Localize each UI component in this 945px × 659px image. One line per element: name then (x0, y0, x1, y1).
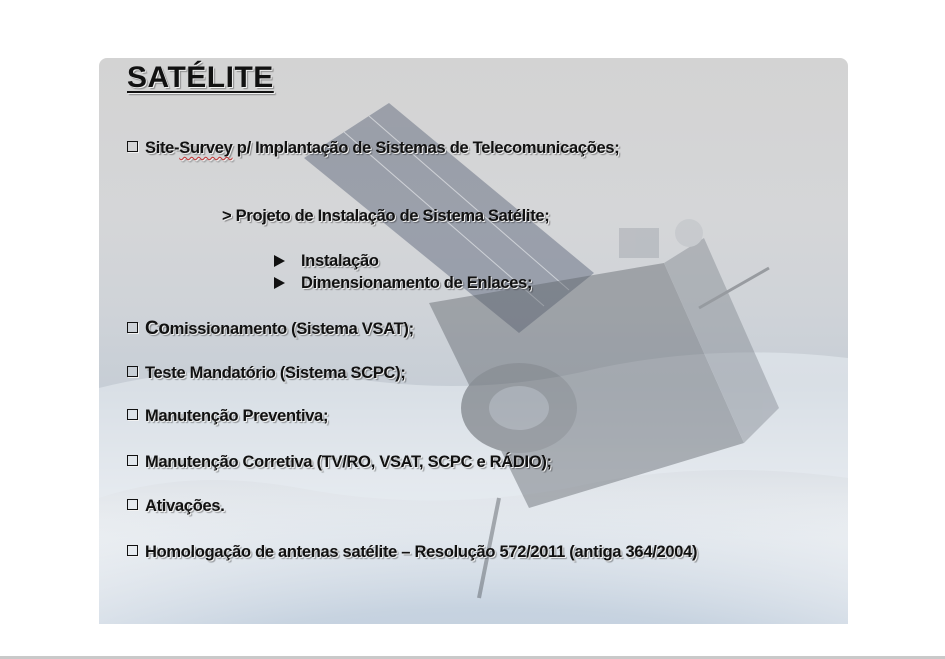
list-item-preventiva (127, 407, 328, 426)
list-item-comissionamento (127, 318, 414, 340)
checkbox-icon (127, 366, 138, 377)
list-item-ativacoes (127, 497, 225, 516)
checkbox-icon (127, 409, 138, 420)
list-item-text: Homologação de antenas satélite – Resolução 572/2011 (antiga 364/2004) (145, 543, 698, 561)
spellcheck-word: Survey (179, 139, 233, 157)
list-item-text: Teste Mandatório (Sistema SCPC); (145, 364, 406, 382)
list-item-text: Dimensionamento de Enlaces; (301, 274, 533, 292)
checkbox-icon (127, 455, 138, 466)
list-subsubitem-instalacao (274, 252, 379, 271)
list-item-text: Manutenção Corretiva (TV/RO, VSAT, SCPC e RÁDIO); (145, 453, 552, 471)
checkbox-icon (127, 322, 138, 333)
list-item-text: Site- (145, 139, 180, 157)
list-item-homologacao (127, 543, 697, 562)
list-subitem-projeto: > Projeto de Instalação de Sistema Satélite; (222, 207, 550, 225)
checkbox-icon (127, 545, 138, 556)
list-item-text: missionamento (Sistema VSAT); (169, 320, 414, 338)
list-item-teste (127, 364, 406, 383)
list-item-text: Instalação (301, 252, 379, 270)
list-item-text: Manutenção Preventiva; (145, 407, 329, 425)
list-item-corretiva (127, 453, 552, 472)
list-item-text: p/ Implantação de Sistemas de Telecomunicações; (232, 139, 620, 157)
arrow-bullet-icon (274, 255, 285, 267)
slide-title: SATÉLITE (127, 61, 274, 94)
checkbox-icon (127, 141, 138, 152)
list-item-lead: Co (145, 318, 170, 339)
list-item-text: Ativações. (145, 497, 225, 515)
arrow-bullet-icon (274, 277, 285, 289)
list-item-site-survey (127, 139, 619, 158)
checkbox-icon (127, 499, 138, 510)
list-subsubitem-dimensionamento (274, 274, 532, 293)
